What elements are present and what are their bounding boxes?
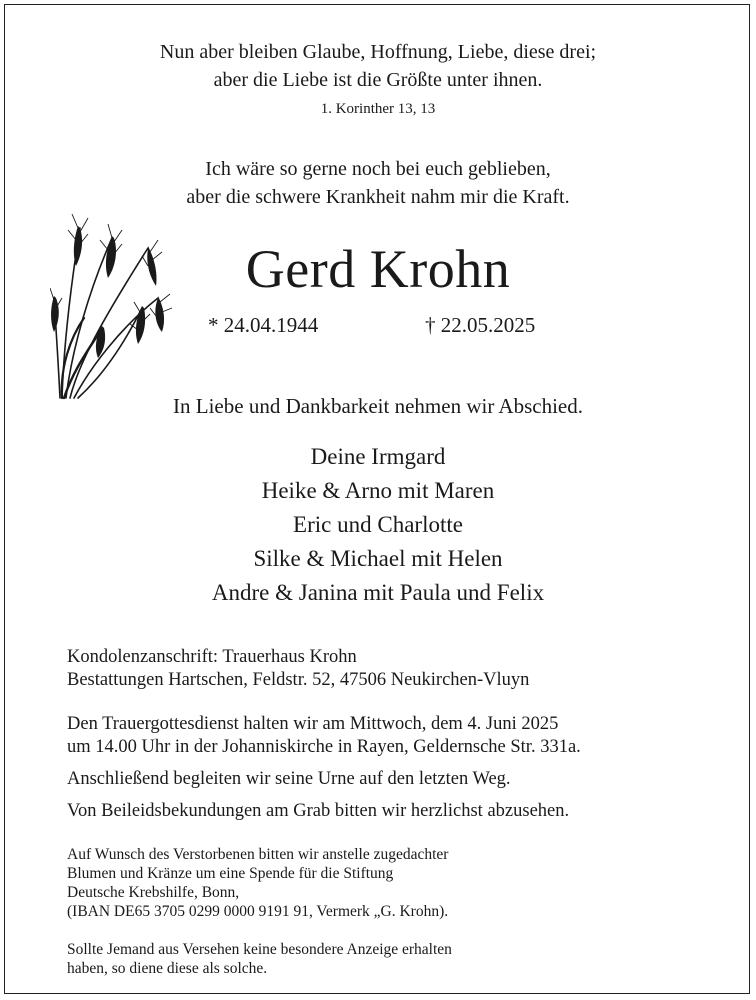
family-list — [0, 440, 756, 610]
farewell-line: In Liebe und Dankbarkeit nehmen wir Abschied. — [173, 394, 583, 418]
notice-line-2: haben, so diene diese als solche. — [67, 960, 268, 977]
announcement-notice — [67, 940, 736, 978]
deceased-name: Gerd Krohn — [245, 239, 511, 299]
life-dates — [0, 313, 756, 341]
verse-reference: 1. Korinther 13, 13 — [320, 101, 436, 117]
condolence-line-2: Bestattungen Hartschen, Feldstr. 52, 47506 Neukirchen-Vluyn — [67, 670, 530, 690]
quote-line-2: aber die schwere Krankheit nahm mir die Kraft. — [186, 186, 570, 208]
donation-request — [67, 845, 736, 921]
donation-line-1: Auf Wunsch des Verstorbenen bitten wir anstelle zugedachter — [67, 846, 449, 863]
donation-line-3: Deutsche Krebshilfe, Bonn, — [67, 884, 240, 901]
condolence-address — [67, 646, 736, 692]
donation-line-4: (IBAN DE65 3705 0299 0000 9191 91, Vermerk „G. Krohn). — [67, 903, 449, 920]
death-date: † 22.05.2025 — [425, 313, 536, 337]
bible-verse — [0, 38, 756, 94]
verse-line-1: Nun aber bleiben Glaube, Hoffnung, Liebe, diese drei; — [159, 41, 597, 63]
notice-line-1: Sollte Jemand aus Versehen keine besondere Anzeige erhalten — [67, 941, 452, 958]
service-info — [67, 713, 736, 823]
service-line-2: um 14.00 Uhr in der Johanniskirche in Rayen, Geldernsche Str. 331a. — [67, 737, 581, 757]
birth-date: * 24.04.1944 — [208, 313, 319, 337]
service-line-4: Von Beileidsbekundungen am Grab bitten wir herzlichst abzusehen. — [67, 801, 570, 821]
family-member: Heike & Arno mit Maren — [261, 478, 495, 503]
grass-ears-icon — [50, 208, 180, 400]
service-line-1: Den Trauergottesdienst halten wir am Mittwoch, dem 4. Juni 2025 — [67, 714, 559, 734]
quote-line-1: Ich wäre so gerne noch bei euch geblieben, — [205, 158, 551, 180]
family-member: Deine Irmgard — [310, 444, 446, 469]
donation-line-2: Blumen und Kränze um eine Spende für die Stiftung — [67, 865, 394, 882]
family-member: Andre & Janina mit Paula und Felix — [211, 580, 545, 605]
condolence-line-1: Kondolenzanschrift: Trauerhaus Krohn — [67, 647, 357, 667]
family-member: Eric und Charlotte — [293, 512, 463, 537]
verse-line-2: aber die Liebe ist die Größte unter ihnen. — [213, 69, 543, 91]
service-line-3: Anschließend begleiten wir seine Urne auf den letzten Weg. — [67, 769, 511, 789]
quote — [0, 155, 756, 211]
family-member: Silke & Michael mit Helen — [253, 546, 503, 571]
